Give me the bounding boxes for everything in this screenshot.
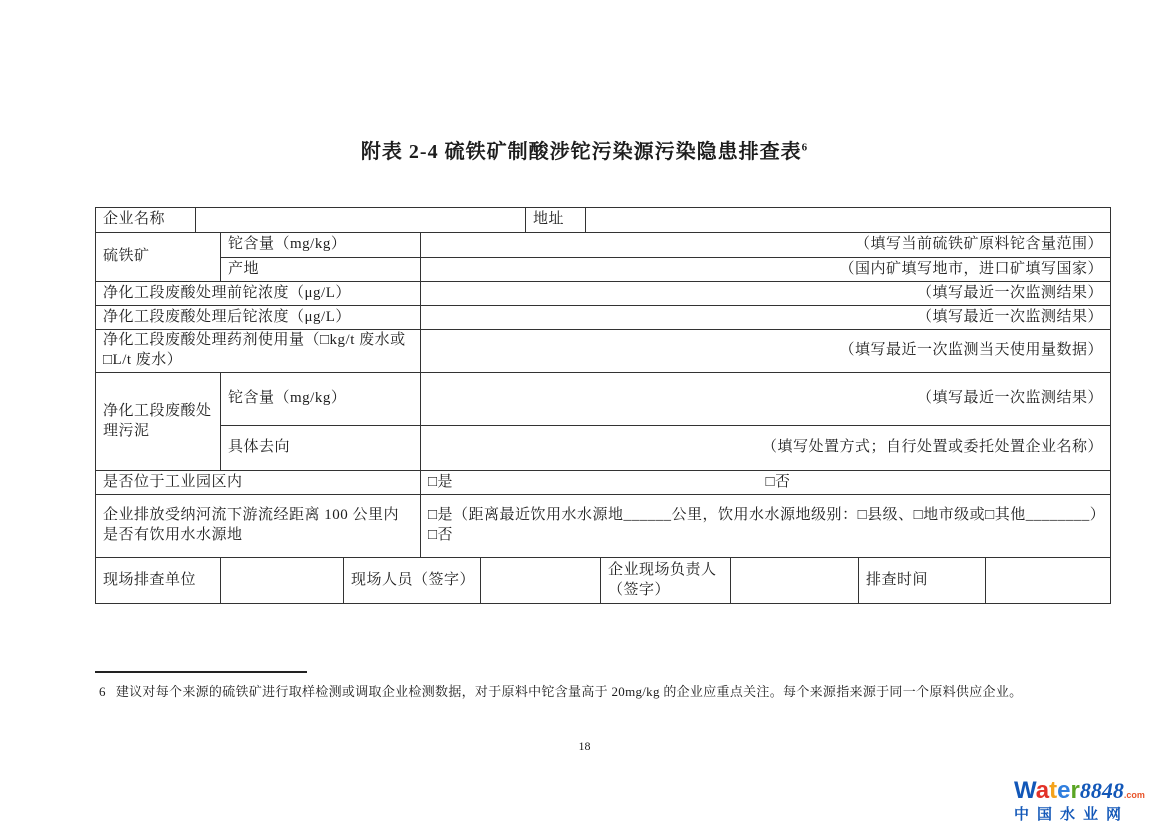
sludge-tl-hint-cell: （填写最近一次监测结果） [421,373,1111,426]
footnote-text: 建议对每个来源的硫铁矿进行取样检测或调取企业检测数据，对于原料中铊含量高于 20mg/kg 的企业应重点关注。每个来源指来源于同一个原料供应企业。 [115,684,1023,699]
row-reagent-usage [96,330,1111,373]
water-source-options-cell [421,495,1111,558]
logo-letter-e: e [1057,777,1071,804]
pre-treatment-hint-cell: （填写最近一次监测结果） [421,282,1111,306]
inspection-time-label: 排查时间 [859,558,986,604]
sludge-destination-label: 具体去向 [221,426,421,471]
pyrite-label: 硫铁矿 [96,233,221,282]
page-number: 18 [578,739,591,753]
row-sludge-destination [96,426,1111,471]
water8848-logo [1014,779,1166,822]
onsite-personnel-value-cell [481,558,601,604]
footnote-separator [95,671,307,673]
water-source-label: 企业排放受纳河流下游流经距离 100 公里内是否有饮用水水源地 [96,495,421,558]
onsite-personnel-label: 现场人员（签字） [344,558,481,604]
row-pyrite-origin [96,258,1111,282]
water-source-no-checkbox: □否 [428,527,454,543]
logo-site-name: 中国水业网 [1014,806,1130,823]
address-label: 地址 [526,208,586,233]
row-industrial-park [96,471,1111,495]
row-sludge-tl [96,373,1111,426]
row-post-treatment-tl [96,306,1111,330]
address-value-cell [586,208,1111,233]
logo-letter-a: a [1035,777,1050,804]
row-pyrite-tl [96,233,1111,258]
pyrite-origin-hint-cell: （国内矿填写地市，进口矿填写国家） [421,258,1111,282]
inspection-unit-value-cell [221,558,344,604]
pyrite-origin-label: 产地 [221,258,421,282]
page-title-text: 附表 2-4 硫铁矿制酸涉铊污染源污染隐患排查表 [360,141,802,163]
water8848-wordmark [1014,779,1166,803]
industrial-park-label: 是否位于工业园区内 [96,471,421,495]
industrial-park-yes-checkbox: □是 [428,473,454,490]
sludge-label: 净化工段废酸处理污泥 [96,373,221,471]
pyrite-tl-hint-cell: （填写当前硫铁矿原料铊含量范围） [421,233,1111,258]
sludge-destination-hint-cell: （填写处置方式；自行处置或委托处置企业名称） [421,426,1111,471]
footnote [99,681,1111,700]
logo-number: 8848 [1079,778,1124,803]
water-source-yes-checkbox: □是（距离最近饮用水水源地______公里，饮用水水源地级别：□县级、□地市级或□其他________） [428,507,1106,524]
logo-letter-t: t [1049,777,1058,804]
reagent-usage-label: 净化工段废酸处理药剂使用量（□kg/t 废水或□L/t 废水） [96,330,421,373]
sludge-tl-label: 铊含量（mg/kg） [221,373,421,426]
logo-letter-w: W [1014,777,1036,804]
row-company [96,208,1111,233]
page-title [0,135,1169,164]
logo-letter-r: r [1070,777,1080,804]
logo-domain-suffix: .com [1123,790,1145,800]
company-name-value-cell [196,208,526,233]
industrial-park-no-checkbox: □否 [765,473,791,490]
inspection-form-table [95,207,1111,604]
row-signoff [96,558,1111,604]
post-treatment-label: 净化工段废酸处理后铊浓度（μg/L） [96,306,421,330]
company-name-label: 企业名称 [96,208,196,233]
title-footnote-marker: 6 [801,141,809,154]
pre-treatment-label: 净化工段废酸处理前铊浓度（μg/L） [96,282,421,306]
industrial-park-options-cell [421,471,1111,495]
row-water-source [96,495,1111,558]
pyrite-tl-label: 铊含量（mg/kg） [221,233,421,258]
row-pre-treatment-tl [96,282,1111,306]
footnote-number: 6 [99,684,106,699]
company-representative-label: 企业现场负责人（签字） [601,558,731,604]
inspection-time-value-cell [986,558,1111,604]
inspection-unit-label: 现场排查单位 [96,558,221,604]
post-treatment-hint-cell: （填写最近一次监测结果） [421,306,1111,330]
company-representative-value-cell [731,558,859,604]
reagent-usage-hint-cell: （填写最近一次监测当天使用量数据） [421,330,1111,373]
